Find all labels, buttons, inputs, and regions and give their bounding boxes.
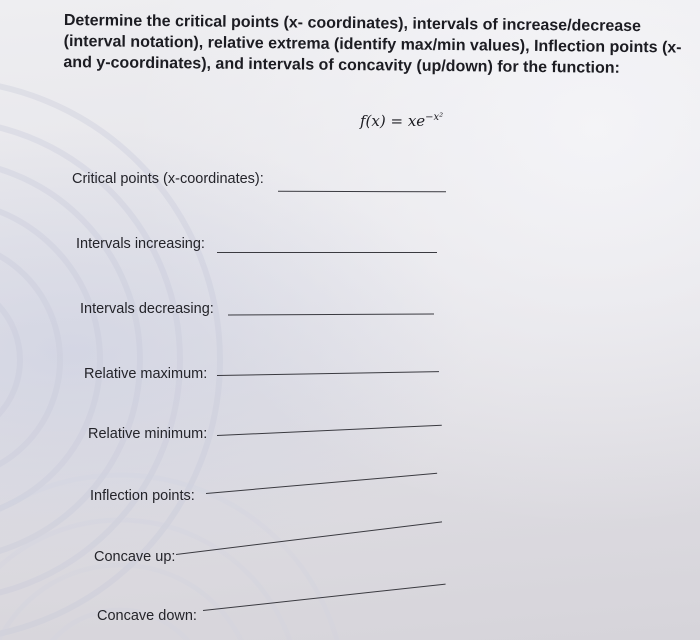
relative-maximum-answer-line[interactable]: [217, 371, 439, 376]
concave-down-field: [97, 607, 197, 625]
relative-minimum-label: Relative minimum:: [88, 426, 208, 442]
intervals-decreasing-label: Intervals decreasing:: [80, 301, 214, 317]
concave-up-answer-line[interactable]: [176, 521, 442, 555]
concave-up-label: Concave up:: [94, 549, 176, 565]
concave-down-label: Concave down:: [97, 608, 197, 624]
concave-up-field: [94, 548, 175, 566]
intervals-increasing-field: [76, 235, 205, 253]
critical-points-field: [72, 170, 264, 188]
intervals-increasing-label: Intervals increasing:: [76, 236, 205, 252]
intervals-decreasing-answer-line[interactable]: [228, 313, 434, 315]
function-exponent: −x²: [425, 112, 444, 123]
intervals-increasing-answer-line[interactable]: [217, 252, 437, 253]
inflection-points-field: [90, 487, 195, 505]
critical-points-answer-line[interactable]: [278, 191, 446, 193]
function-lhs: f(x) = xe: [360, 112, 426, 130]
inflection-points-answer-line[interactable]: [206, 473, 437, 494]
relative-maximum-label: Relative maximum:: [84, 366, 208, 382]
relative-minimum-answer-line[interactable]: [217, 425, 442, 436]
inflection-points-label: Inflection points:: [90, 488, 195, 504]
relative-maximum-field: [84, 365, 207, 383]
critical-points-label: Critical points (x-coordinates):: [72, 171, 264, 187]
instructions-text: Determine the critical points (x- coordinates), intervals of increase/decrease (interval notation), relative extrema (identify max/min values), Inflection points (x- and y-coordinates), and intervals of concavity (up/down) for the function:: [63, 11, 682, 77]
function-formula: [360, 112, 443, 130]
intervals-decreasing-field: [80, 300, 214, 318]
relative-minimum-field: [88, 425, 207, 443]
concave-down-answer-line[interactable]: [203, 584, 446, 611]
